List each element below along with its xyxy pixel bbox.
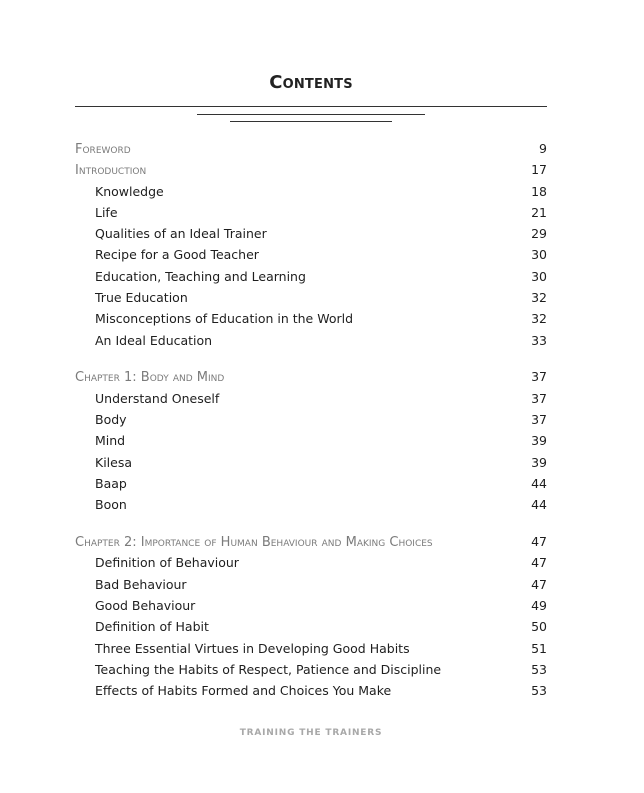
toc-entry-title: True Education <box>95 290 188 306</box>
toc-entry-page: 18 <box>531 183 547 199</box>
toc-entry-title: Education, Teaching and Learning <box>95 268 306 284</box>
toc-entry-title: Boon <box>95 497 127 513</box>
toc-entry-page: 29 <box>531 226 547 242</box>
toc-entry[interactable] <box>75 494 547 515</box>
toc-entry-chapter-1[interactable] <box>75 366 547 387</box>
toc-entry-title: Body <box>95 412 127 428</box>
toc-entry-title: Foreword <box>75 142 131 157</box>
toc-entry[interactable] <box>75 388 547 409</box>
toc-entry[interactable] <box>75 616 547 637</box>
toc-entry-title: Chapter 2: Importance of Human Behaviour and Making Choices <box>75 535 433 551</box>
toc-entry-title: Effects of Habits Formed and Choices You Make <box>95 683 392 699</box>
toc-entry[interactable] <box>75 552 547 573</box>
toc-entry[interactable] <box>75 680 547 701</box>
running-footer: TRAINING THE TRAINERS <box>239 728 383 738</box>
toc-entry-title: Good Behaviour <box>95 597 196 613</box>
toc-entry-introduction[interactable] <box>75 159 547 180</box>
toc-entry-page: 30 <box>531 268 547 284</box>
toc-entry[interactable] <box>75 430 547 451</box>
toc-entry-title: Understand Oneself <box>95 390 220 406</box>
toc-entry-page: 49 <box>531 597 547 613</box>
toc-entry[interactable] <box>75 308 547 329</box>
toc-entry[interactable] <box>75 181 547 202</box>
toc-entry-title: Kilesa <box>95 454 133 470</box>
toc-entry-page: 21 <box>531 204 547 220</box>
toc-entry-page: 33 <box>531 332 547 348</box>
toc-entry-title: Life <box>95 204 118 220</box>
toc-entry-title: Baap <box>95 475 127 491</box>
toc-entry[interactable] <box>75 330 547 351</box>
toc-entry-page: 44 <box>531 475 547 491</box>
toc-entry-page: 37 <box>531 369 547 385</box>
toc-entry-title: Knowledge <box>95 183 164 199</box>
toc-entry-page: 50 <box>531 619 547 635</box>
title-rule-middle <box>197 114 425 115</box>
toc-entry-title: An Ideal Education <box>95 332 213 348</box>
toc-entry[interactable] <box>75 266 547 287</box>
toc-entry-title: Bad Behaviour <box>95 576 187 592</box>
toc-entry-page: 37 <box>531 412 547 428</box>
toc-entry-page: 32 <box>531 290 547 306</box>
toc-entry-page: 17 <box>531 162 547 178</box>
toc-entry-page: 53 <box>531 661 547 677</box>
toc-entry-title: Recipe for a Good Teacher <box>95 247 259 263</box>
toc-entry[interactable] <box>75 287 547 308</box>
toc-entry[interactable] <box>75 202 547 223</box>
toc-entry-title: Definition of Habit <box>95 619 209 635</box>
toc-entry-page: 47 <box>531 555 547 571</box>
toc-entry-page: 51 <box>531 640 547 656</box>
toc-entry[interactable] <box>75 244 547 265</box>
toc-entry[interactable] <box>75 473 547 494</box>
title-rule-top <box>75 106 547 107</box>
toc-entry-title: Chapter 1: Body and Mind <box>75 370 225 386</box>
toc-entry-title: Misconceptions of Education in the World <box>95 311 354 327</box>
toc-entry-page: 53 <box>531 683 547 699</box>
toc-entry-page: 9 <box>539 141 547 156</box>
page-title: Contents <box>269 72 353 93</box>
toc-entry-title: Introduction <box>75 163 147 179</box>
title-rule-bottom <box>230 121 392 122</box>
toc-entry[interactable] <box>75 223 547 244</box>
toc-entry-foreword[interactable] <box>75 138 547 159</box>
toc-entry[interactable] <box>75 659 547 680</box>
toc-entry-title: Mind <box>95 433 126 449</box>
toc-entry[interactable] <box>75 574 547 595</box>
toc-entry[interactable] <box>75 452 547 473</box>
toc-entry-page: 32 <box>531 311 547 327</box>
toc-entry-title: Definition of Behaviour <box>95 555 239 571</box>
toc-entry-page: 39 <box>531 433 547 449</box>
toc-entry-page: 30 <box>531 247 547 263</box>
toc-entry-title: Three Essential Virtues in Developing Good Habits <box>95 640 410 656</box>
toc-entry-page: 44 <box>531 497 547 513</box>
toc-entry[interactable] <box>75 595 547 616</box>
toc-entry-page: 47 <box>531 534 547 550</box>
toc-entry-title: Qualities of an Ideal Trainer <box>95 226 267 242</box>
toc-entry-page: 39 <box>531 454 547 470</box>
toc-entry[interactable] <box>75 409 547 430</box>
toc-entry-title: Teaching the Habits of Respect, Patience and Discipline <box>95 661 442 677</box>
table-of-contents <box>75 138 547 701</box>
toc-entry-chapter-2[interactable] <box>75 531 547 552</box>
toc-entry[interactable] <box>75 638 547 659</box>
toc-entry-page: 47 <box>531 576 547 592</box>
toc-entry-page: 37 <box>531 390 547 406</box>
